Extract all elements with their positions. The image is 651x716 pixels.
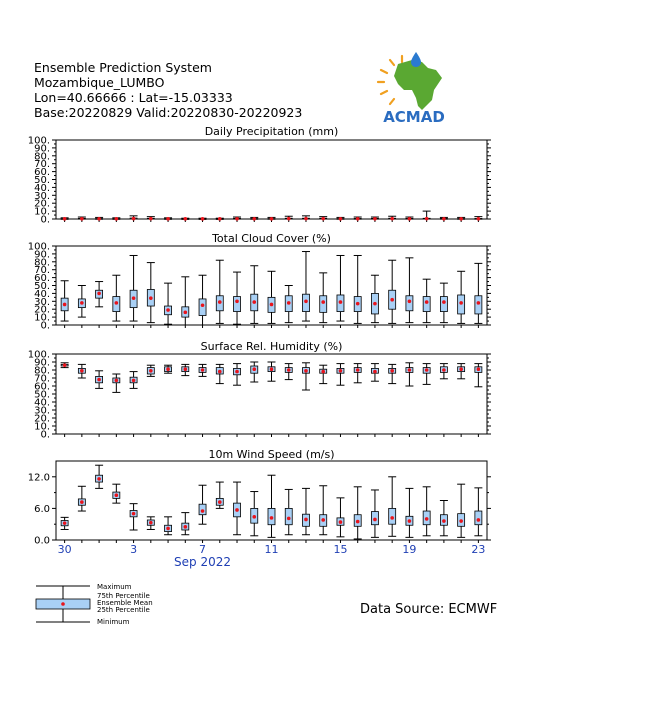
mean-marker — [270, 303, 274, 307]
mean-marker — [390, 516, 394, 520]
data-source: Data Source: ECMWF — [360, 602, 498, 617]
mean-marker — [270, 367, 274, 371]
box-iqr — [199, 299, 206, 316]
y-tick-label: 100. — [27, 349, 50, 361]
mean-marker — [63, 521, 67, 525]
box-plot-day — [199, 485, 207, 524]
mean-marker — [356, 302, 360, 306]
mean-marker — [304, 369, 308, 373]
mean-marker — [390, 298, 394, 302]
x-tick-label: 19 — [402, 543, 417, 556]
mean-marker — [184, 367, 188, 371]
box-plot-day — [147, 365, 155, 376]
box-plot-day — [130, 216, 138, 221]
box-plot-day — [319, 365, 327, 383]
box-plot-day — [250, 362, 258, 382]
box-plot-day — [440, 364, 448, 379]
mean-marker — [201, 303, 205, 307]
box-plot-day — [285, 364, 293, 380]
box-plot-day — [112, 217, 120, 221]
mean-marker — [356, 520, 360, 524]
box-plot-day — [250, 492, 258, 536]
mean-marker — [132, 512, 136, 516]
box-plot-day — [78, 217, 86, 221]
y-tick-label: 100. — [27, 135, 50, 147]
mean-marker — [321, 217, 325, 221]
box-plot-day — [147, 217, 155, 221]
box-plot-day — [164, 283, 172, 324]
y-tick-label: 20. — [34, 198, 50, 210]
plot-frame — [56, 140, 487, 219]
mean-marker — [235, 217, 239, 221]
mean-marker — [63, 217, 67, 221]
y-tick-label: 80. — [34, 257, 50, 269]
mean-marker — [201, 509, 205, 513]
mean-marker — [356, 217, 360, 221]
legend-label-mean: Ensemble Mean — [97, 599, 153, 607]
y-tick-label: 70. — [34, 265, 50, 277]
chart-panel — [28, 340, 491, 441]
box-plot-day — [302, 488, 310, 534]
box-plot-day — [440, 217, 448, 221]
box-plot-day — [319, 217, 327, 221]
y-tick-label: 90. — [34, 357, 50, 369]
box-plot-day — [112, 374, 120, 392]
mean-marker — [425, 300, 429, 304]
box-plot-day — [181, 277, 189, 325]
y-tick-label: 30. — [34, 296, 50, 308]
mean-marker — [477, 367, 481, 371]
mean-marker — [218, 300, 222, 304]
y-tick-label: 10. — [34, 421, 50, 433]
mean-marker — [373, 302, 377, 306]
month-label: Sep 2022 — [174, 555, 232, 569]
box-plot-day — [440, 501, 448, 536]
chart-title: Total Cloud Cover (%) — [212, 232, 331, 245]
box-plot-day — [199, 217, 207, 221]
box-iqr — [475, 296, 482, 314]
mean-marker — [252, 217, 256, 221]
box-iqr — [475, 511, 482, 525]
box-plot-day — [336, 364, 344, 386]
mean-marker — [442, 300, 446, 304]
mean-marker — [270, 217, 274, 221]
mean-marker — [304, 300, 308, 304]
box-plot-day — [285, 286, 293, 323]
box-plot-day — [216, 217, 224, 221]
y-tick-label: 0. — [40, 320, 50, 332]
box-plot-day — [474, 217, 482, 221]
box-plot-day — [130, 255, 138, 321]
mean-marker — [442, 217, 446, 221]
mean-marker — [80, 301, 84, 305]
mean-marker — [184, 217, 188, 221]
x-tick-label: 23 — [471, 543, 486, 556]
box-plot-day — [285, 216, 293, 220]
mean-marker — [132, 217, 136, 221]
mean-marker — [339, 217, 343, 221]
y-tick-label: 50. — [34, 175, 50, 186]
box-plot-day — [95, 217, 103, 221]
mean-marker — [373, 217, 377, 221]
box-plot-day — [216, 482, 224, 508]
box-plot-day — [336, 217, 344, 221]
y-tick-label: 100. — [27, 241, 50, 253]
box-plot-day — [371, 275, 379, 322]
mean-marker — [235, 508, 239, 512]
box-plot-day — [457, 217, 465, 221]
mean-marker — [149, 296, 153, 300]
box-plot-day — [354, 217, 362, 221]
y-tick-label: 30. — [34, 405, 50, 417]
mean-marker — [252, 515, 256, 519]
mean-marker — [252, 300, 256, 304]
mean-marker — [184, 525, 188, 529]
legend-label-minimum: Minimum — [97, 618, 130, 626]
y-tick-label: 70. — [34, 159, 50, 171]
box-plot-day — [474, 364, 482, 387]
box-plot-day — [216, 260, 224, 323]
box-plot-day — [388, 260, 396, 323]
box-plot-day — [474, 488, 482, 536]
box-plot-day — [302, 252, 310, 322]
mean-marker — [442, 368, 446, 372]
y-tick-label: 30. — [34, 190, 50, 202]
mean-marker — [459, 301, 463, 305]
box-plot-day — [164, 217, 172, 221]
mean-marker — [218, 370, 222, 374]
mean-marker — [425, 217, 429, 221]
box-plot-day — [216, 364, 224, 383]
chart-panel — [28, 448, 491, 547]
mean-marker — [235, 370, 239, 374]
mean-marker — [115, 217, 119, 221]
mean-marker — [408, 368, 412, 372]
mean-marker — [477, 301, 481, 305]
y-tick-label: 40. — [34, 397, 50, 409]
mean-marker — [235, 300, 239, 304]
logo-text: ACMAD — [383, 108, 445, 126]
y-tick-label: 0. — [40, 429, 50, 441]
mean-marker — [97, 217, 101, 221]
box-plot-day — [78, 364, 86, 378]
box-plot-day — [95, 371, 103, 389]
box-plot-day — [371, 364, 379, 382]
y-tick-label: 20. — [34, 304, 50, 316]
y-tick-label: 90. — [34, 249, 50, 261]
box-iqr — [440, 297, 447, 312]
box-plot-day — [354, 255, 362, 323]
mean-marker — [166, 527, 170, 531]
y-tick-label: 10. — [34, 312, 50, 324]
box-plot-day — [388, 477, 396, 537]
mean-marker — [408, 300, 412, 304]
mean-marker — [287, 301, 291, 305]
y-tick-label: 90. — [34, 143, 50, 155]
mean-marker — [373, 370, 377, 374]
box-plot-day — [405, 217, 413, 221]
box-iqr — [423, 297, 430, 312]
mean-marker — [287, 517, 291, 521]
mean-marker — [373, 518, 377, 522]
box-plot-day — [336, 255, 344, 321]
box-plot-day — [285, 489, 293, 534]
box-plot-day — [250, 266, 258, 324]
mean-marker — [80, 369, 84, 373]
box-plot-day — [61, 281, 69, 321]
y-tick-label: 0.0 — [34, 535, 50, 547]
legend — [36, 583, 153, 626]
box-plot-day — [112, 275, 120, 321]
box-plot-day — [233, 482, 241, 535]
mean-marker — [477, 518, 481, 522]
box-plot-day — [457, 484, 465, 537]
y-tick-label: 50. — [34, 281, 50, 292]
mean-marker — [115, 379, 119, 383]
box-plot-day — [147, 263, 155, 323]
chart-panel — [28, 232, 491, 332]
mean-marker — [477, 217, 481, 221]
box-plot-day — [423, 279, 431, 322]
box-plot-day — [405, 363, 413, 386]
mean-marker — [115, 301, 119, 305]
box-plot-day — [388, 364, 396, 383]
box-plot-day — [112, 484, 120, 503]
box-plot-day — [268, 362, 276, 381]
mean-marker — [408, 519, 412, 523]
box-plot-day — [388, 216, 396, 220]
mean-marker — [80, 500, 84, 504]
box-plot-day — [440, 283, 448, 323]
mean-marker — [132, 296, 136, 300]
header-line-dates: Base:20220829 Valid:20220830-20220923 — [34, 105, 303, 120]
box-plot-day — [61, 517, 69, 529]
mean-marker — [408, 217, 412, 221]
x-tick-label: 15 — [333, 543, 348, 556]
box-plot-day — [268, 217, 276, 221]
y-tick-label: 6.0 — [34, 503, 50, 515]
mean-marker — [270, 516, 274, 520]
box-plot-day — [405, 258, 413, 323]
box-iqr — [285, 508, 292, 524]
mean-marker — [149, 217, 153, 221]
box-plot-day — [423, 487, 431, 536]
y-tick-label: 80. — [34, 151, 50, 163]
y-tick-label: 12.0 — [27, 472, 50, 484]
box-plot-day — [147, 517, 155, 530]
mean-marker — [115, 493, 119, 497]
mean-marker — [97, 477, 101, 481]
box-plot-day — [233, 272, 241, 324]
box-plot-day — [457, 364, 465, 379]
header-line-location: Mozambique_LUMBO — [34, 75, 165, 90]
mean-marker — [339, 369, 343, 373]
mean-marker — [63, 363, 67, 367]
mean-marker — [459, 367, 463, 371]
box-plot-day — [233, 364, 241, 386]
y-tick-label: 40. — [34, 182, 50, 194]
box-plot-day — [423, 211, 431, 220]
x-tick-label: 30 — [57, 543, 72, 556]
box-plot-day — [181, 217, 189, 221]
box-plot-day — [336, 498, 344, 537]
mean-marker — [97, 378, 101, 382]
box-plot-day — [474, 263, 482, 323]
box-plot-day — [164, 517, 172, 535]
box-plot-day — [164, 365, 172, 373]
box-plot-day — [268, 271, 276, 323]
box-plot-day — [61, 217, 69, 221]
box-plot-day — [130, 372, 138, 389]
mean-marker — [425, 368, 429, 372]
legend-mean-marker — [61, 602, 65, 606]
box-plot-day — [371, 490, 379, 537]
mean-marker — [304, 518, 308, 522]
chart-title: Surface Rel. Humidity (%) — [200, 340, 343, 353]
y-tick-label: 60. — [34, 167, 50, 179]
mean-marker — [321, 300, 325, 304]
header-line-system: Ensemble Prediction System — [34, 60, 212, 75]
box-plot-day — [78, 486, 86, 511]
mean-marker — [166, 217, 170, 221]
mean-marker — [201, 368, 205, 372]
mean-marker — [184, 311, 188, 315]
chart-title: Daily Precipitation (mm) — [204, 125, 339, 138]
mean-marker — [390, 369, 394, 373]
box-iqr — [234, 297, 241, 312]
mean-marker — [201, 217, 205, 221]
x-tick-label: 11 — [264, 543, 279, 556]
mean-marker — [149, 369, 153, 373]
y-tick-label: 20. — [34, 413, 50, 425]
y-tick-label: 60. — [34, 381, 50, 393]
box-plot-day — [354, 487, 362, 539]
box-plot-day — [130, 504, 138, 530]
box-plot-day — [181, 513, 189, 535]
box-plot-day — [95, 282, 103, 307]
box-plot-day — [371, 217, 379, 221]
mean-marker — [80, 217, 84, 221]
box-plot-day — [95, 465, 103, 488]
mean-marker — [287, 368, 291, 372]
mean-marker — [166, 367, 170, 371]
box-plot-day — [78, 286, 86, 318]
box-plot-day — [181, 364, 189, 375]
mean-marker — [63, 303, 67, 307]
y-tick-label: 40. — [34, 288, 50, 300]
box-plot-day — [233, 217, 241, 221]
y-tick-label: 0. — [40, 214, 50, 226]
mean-marker — [356, 368, 360, 372]
mean-marker — [218, 500, 222, 504]
mean-marker — [304, 217, 308, 221]
chart-title: 10m Wind Speed (m/s) — [208, 448, 335, 461]
mean-marker — [339, 300, 343, 304]
legend-label-p25: 25th Percentile — [97, 606, 150, 614]
box-plot-day — [457, 271, 465, 323]
mean-marker — [425, 517, 429, 521]
box-plot-day — [199, 364, 207, 376]
box-plot-day — [302, 363, 310, 390]
y-tick-label: 10. — [34, 206, 50, 218]
mean-marker — [166, 308, 170, 312]
box-plot-day — [199, 275, 207, 325]
mean-marker — [321, 370, 325, 374]
mean-marker — [149, 521, 153, 525]
header-line-coordinates: Lon=40.66666 : Lat=-15.03333 — [34, 90, 233, 105]
mean-marker — [97, 292, 101, 296]
y-tick-label: 80. — [34, 365, 50, 377]
box-iqr — [406, 296, 413, 311]
legend-label-p75: 75th Percentile — [97, 592, 150, 600]
box-plot-day — [423, 364, 431, 385]
mean-marker — [390, 217, 394, 221]
x-tick-label: 7 — [199, 543, 207, 556]
y-tick-label: 50. — [34, 389, 50, 401]
mean-marker — [459, 519, 463, 523]
x-tick-label: 3 — [130, 543, 138, 556]
mean-marker — [252, 367, 256, 371]
box-plot-day — [354, 364, 362, 383]
mean-marker — [132, 379, 136, 383]
y-tick-label: 60. — [34, 273, 50, 285]
box-plot-day — [405, 488, 413, 537]
mean-marker — [321, 518, 325, 522]
box-plot-day — [302, 216, 310, 221]
box-plot-day — [268, 475, 276, 537]
box-iqr — [320, 296, 327, 313]
box-plot-day — [319, 273, 327, 323]
mean-marker — [218, 217, 222, 221]
box-plot-day — [61, 363, 69, 368]
mean-marker — [442, 519, 446, 523]
legend-label-maximum: Maximum — [97, 583, 132, 591]
y-tick-label: 70. — [34, 373, 50, 385]
mean-marker — [287, 217, 291, 221]
box-plot-day — [250, 217, 258, 221]
mean-marker — [459, 217, 463, 221]
mean-marker — [339, 520, 343, 524]
box-plot-day — [319, 486, 327, 535]
chart-panel — [28, 125, 491, 226]
